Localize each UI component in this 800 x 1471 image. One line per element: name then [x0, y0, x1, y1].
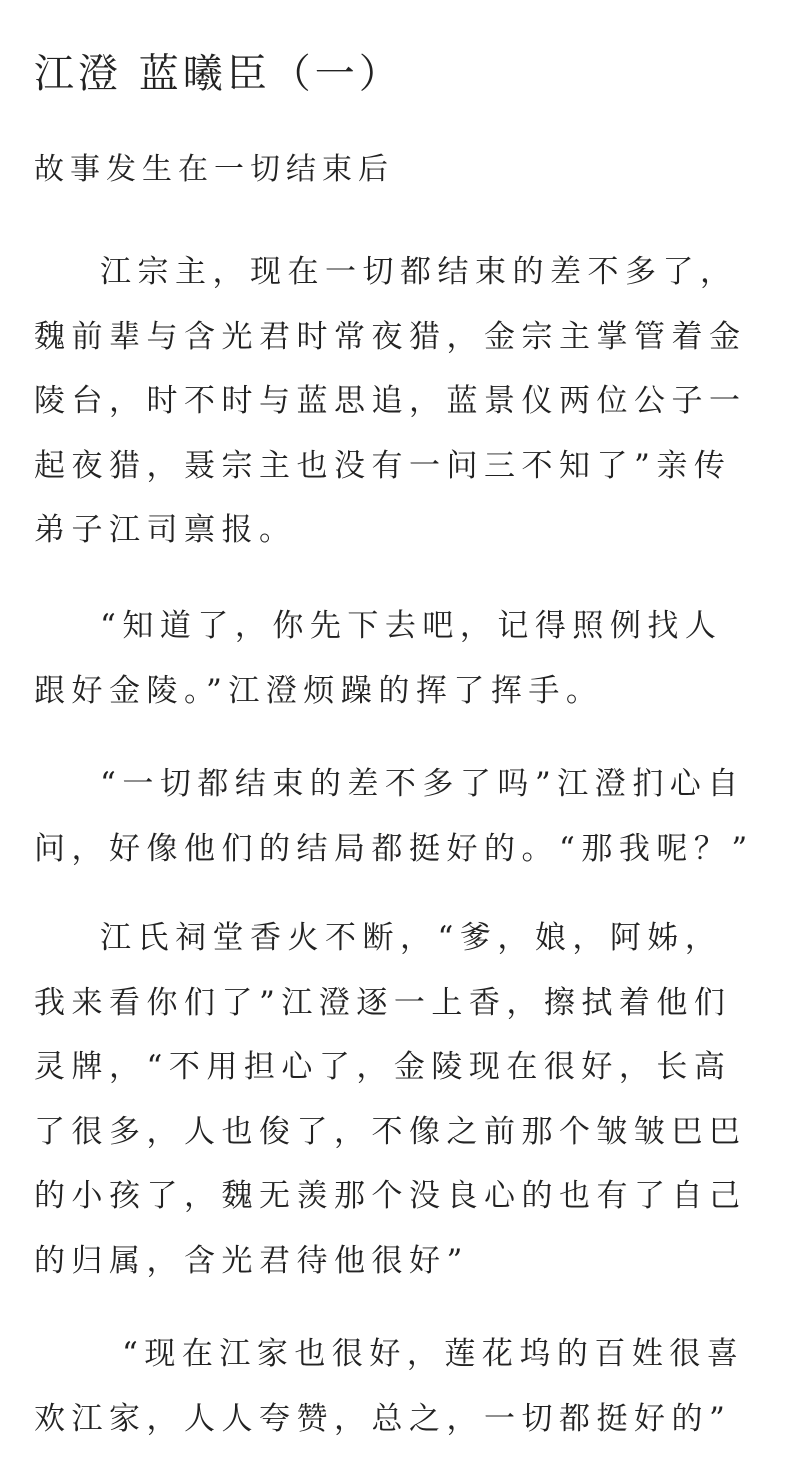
paragraph-5: “现在江家也很好，莲花坞的百姓很喜欢江家，人人夸赞，总之，一切都挺好的” [34, 1336, 745, 1437]
subtitle: 故事发生在一切结束后 [34, 152, 394, 187]
paragraph-2: “知道了，你先下去吧，记得照例找人跟好金陵。”江澄烦躁的挥了挥手。 [34, 608, 723, 709]
paragraph-1: 江宗主，现在一切都结束的差不多了，魏前辈与含光君时常夜猎，金宗主掌管着金陵台，时不时与蓝思追，蓝景仪两位公子一起夜猎，聂宗主也没有一问三不知了”亲传弟子江司禀报。 [34, 254, 747, 549]
paragraph-3: “一切都结束的差不多了吗”江澄扪心自问，好像他们的结局都挺好的。“那我呢？” [34, 766, 754, 867]
page-title: 江澄 蓝曦臣（一） [34, 51, 403, 97]
paragraph-4: 江氏祠堂香火不断，“爹，娘，阿姊，我来看你们了”江澄逐一上香，擦拭着他们灵牌，“不用担心了，金陵现在很好，长高了很多，人也俊了，不像之前那个皱皱巴巴的小孩了，魏无羡那个没良心的也有了自己的归属，含光君待他很好” [34, 920, 747, 1279]
